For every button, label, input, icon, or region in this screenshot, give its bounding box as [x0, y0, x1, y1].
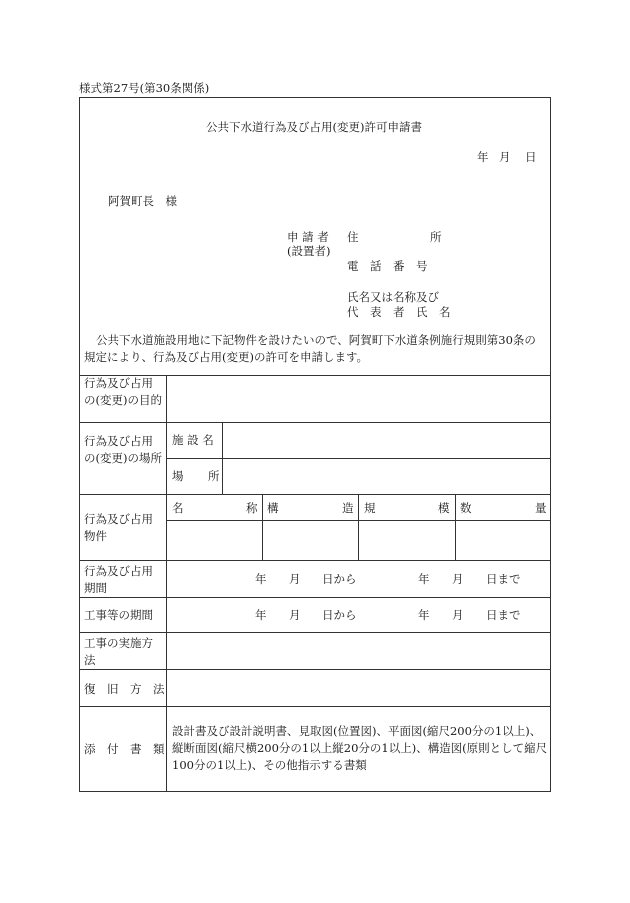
name-label-line2: 代 表 者 氏 名 [347, 305, 451, 319]
period-from-month: 月 [289, 572, 301, 586]
column-divider [358, 494, 359, 560]
period-from-day: 日から [322, 572, 357, 586]
column-divider [455, 494, 456, 560]
label-facility-name: 施 設 名 [172, 433, 214, 447]
row-divider [79, 422, 551, 423]
form-number: 様式第27号(第30条関係) [79, 81, 210, 95]
col-structure-b: 造 [342, 501, 354, 515]
row-divider [79, 706, 551, 707]
label-restoration: 復 旧 方 法 [84, 682, 165, 696]
label-location-a: 場 [172, 469, 184, 483]
application-statement: 公共下水道施設用地に下記物件を設けたいので、阿賀町下水道条例施行規則第30条の規定により、行為及び占用(変更)の許可を申請します。 [84, 333, 536, 364]
label-period: 行為及び占用期間 [84, 564, 153, 595]
row-divider [166, 458, 551, 459]
col-scale-a: 規 [364, 501, 376, 515]
works-to-month: 月 [452, 608, 464, 622]
column-divider [262, 494, 263, 560]
works-to-year: 年 [418, 608, 430, 622]
addressee: 阿賀町長 様 [108, 194, 177, 208]
row-divider [79, 560, 551, 561]
applicant-label-sub: (設置者) [287, 244, 331, 258]
works-from-day: 日から [322, 608, 357, 622]
date-month: 月 [499, 150, 511, 164]
date-day: 日 [525, 150, 537, 164]
label-works-period: 工事等の期間 [84, 608, 153, 622]
applicant-label: 申 請 者 [287, 230, 329, 244]
row-divider [79, 669, 551, 670]
period-to-year: 年 [418, 572, 430, 586]
address-label-a: 住 [347, 230, 359, 244]
label-location-b: 所 [208, 469, 220, 483]
column-divider [222, 422, 223, 494]
label-method: 工事の実施方法 [84, 636, 153, 667]
label-place: 行為及び占用の(変更)の場所 [84, 434, 162, 465]
label-column-divider [166, 375, 167, 792]
col-structure-a: 構 [267, 501, 279, 515]
label-purpose: 行為及び占用の(変更)の目的 [84, 376, 162, 407]
period-to-day: 日まで [486, 572, 521, 586]
works-to-day: 日まで [486, 608, 521, 622]
works-from-month: 月 [289, 608, 301, 622]
label-attachments: 添 付 書 類 [84, 742, 165, 756]
attachments-text: 設計書及び設計説明書、見取図(位置図)、平面図(縮尺200分の1以上)、縦断面図(縮尺横200分の1以上縦20分の1以上)、構造図(原則として縮尺100分の1以上)、その他指示する書類 [172, 724, 548, 772]
row-divider [79, 494, 551, 495]
col-quantity-b: 量 [535, 501, 547, 515]
period-from-year: 年 [255, 572, 267, 586]
row-divider [79, 597, 551, 598]
phone-label: 電 話 番 号 [347, 259, 428, 273]
period-to-month: 月 [452, 572, 464, 586]
date-year: 年 [477, 150, 489, 164]
row-divider [79, 632, 551, 633]
col-scale-b: 模 [438, 501, 450, 515]
document-title: 公共下水道行為及び占用(変更)許可申請書 [206, 120, 422, 134]
col-name-a: 名 [172, 501, 184, 515]
name-label-line1: 氏名又は名称及び [347, 290, 439, 304]
col-name-b: 称 [246, 501, 258, 515]
works-from-year: 年 [255, 608, 267, 622]
label-objects: 行為及び占用物件 [84, 512, 153, 543]
col-quantity-a: 数 [460, 501, 472, 515]
address-label-b: 所 [430, 230, 442, 244]
